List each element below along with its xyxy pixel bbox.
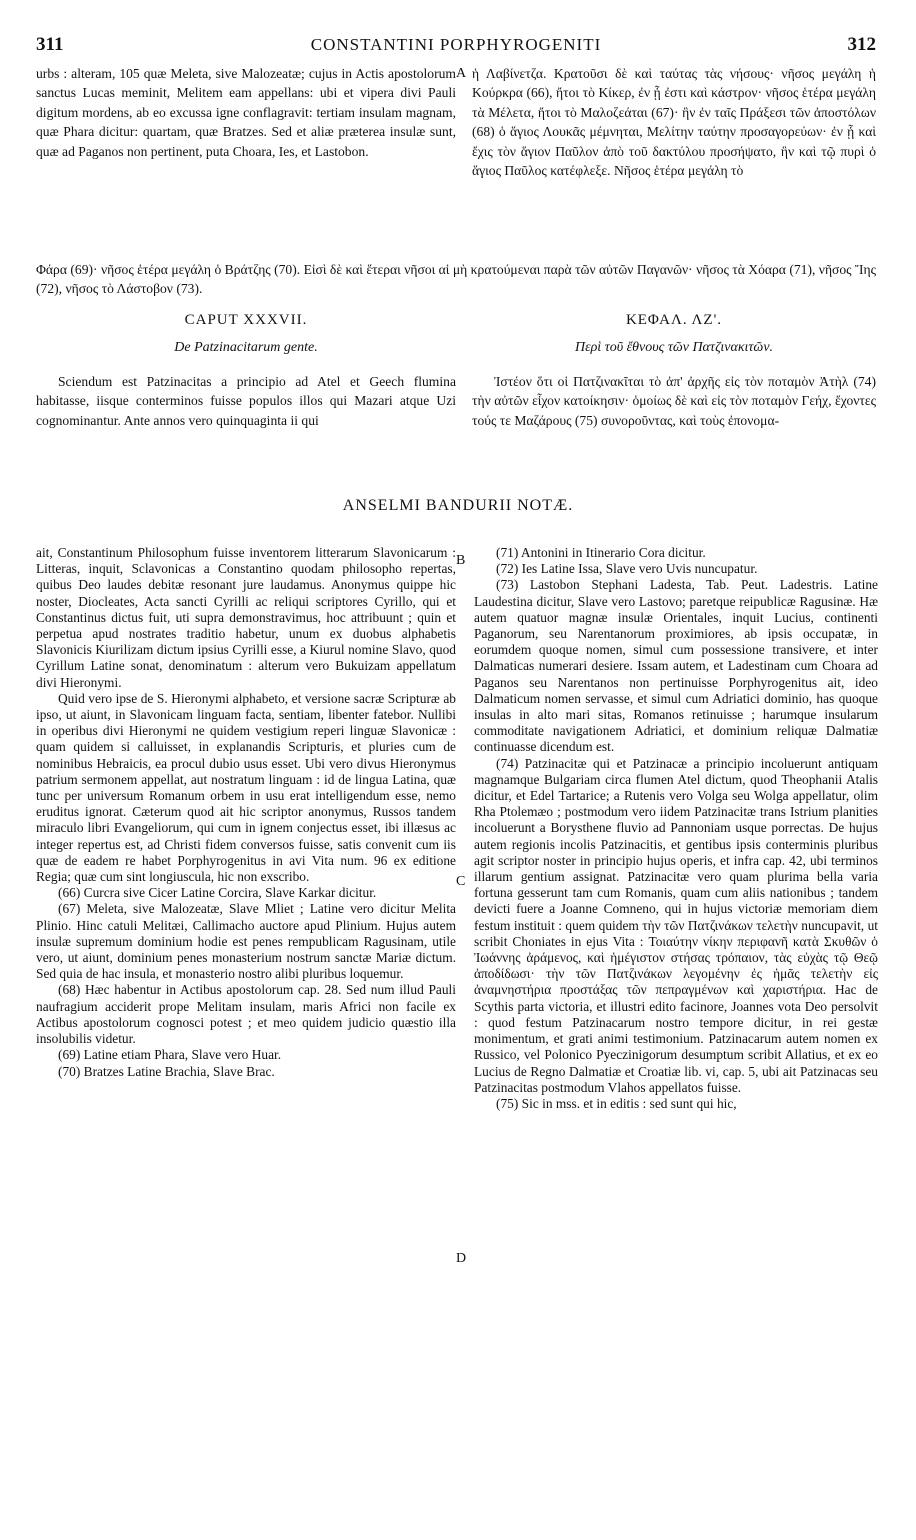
greek-chapter-text bbox=[472, 372, 876, 430]
page-number-right: 312 bbox=[847, 34, 876, 55]
page-number-left: 311 bbox=[36, 34, 64, 55]
section-marker-c: C bbox=[456, 874, 466, 889]
note-paragraph: Quid vero ipse de S. Hieronymi alphabeto, et versione sacræ Scripturæ ab ipso, ut aiunt, in Slavonicam linguam facta, sentiam, libenter fatebor. Nullibi in operibus divi Hieronymi ne quidem vestigium reperi linguæ Slavonicæ : quam quidem si calluisset, in explanandis Scripturis, et pluries cum de nominibus Hebraicis, ea procul dubio usus esset. Ubi vero divus Hieronymus patrium sermonem appellat, aut nostratum linguam : id de lingua Latina, quæ tunc per universum Romanum orbem in usu erat intelligendum esse, nemo eruditus ignorat. Cæterum quod ait hic scriptor anonymus, Russos tandem miraculo libri Evangeliorum, qui cum in ignem conjectus esset, ibi illæsus ac integer repertus est, ad Christi fidem conversos fuisse, satis convenit cum iis quæ de eadem re habet Porphyrogenitus in avi Vita num. 96 ex editione Regia; quæ cum sint longiuscula, hic non exscribo. bbox=[36, 690, 456, 885]
note-74: (74) Patzinacitæ qui et Patzinacæ a principio incoluerunt antiquam magnamque Bulgariam circa flumen Atel dictum, quod Theophanii Atalis dicitur, et Edel Tartarice; a Rutenis vero Volga seu Wolga appellatur, olim Rha Ptolemæo ; postmodum vero iidem Patzinacitæ trans Istrium planities incoluerunt a Borysthene fluvio ad Pannoniam usque porrectas. De hujus autem regionis incolis Patzinacitis, et gentibus ipsis conterminis pluribus agit scriptor noster in principio hujus operis, et infra cap. 42, ubi terminos illarum gentium assignat. Patzinacitæ vero quam plurima bella varia fortuna gesserunt tam cum Romanis, quam cum aliis nationibus ; tandem devicti fuere a Joanne Comneno, qui in hujus victoriæ memoriam diem festum instituit : quem quidem τὴν τῶν Πατζινάκων τελετὴν nuncupavit, ut scribit Choniates in ejus Vita : Τοιαύτην νίκην περιφανῆ κατὰ Σκυθῶν ὁ Ἰωάννης ἀράμενος, καὶ ἡμέγιστον στήσας τρόπαιον, τὰς εὐχὰς τῷ Θεῷ ἀποδίδωσι· τὴν τῶν Πατζινάκων λεγομένην ἐς ἡμᾶς τελετὴν εἰς ἀναμνηστήρια προστάξας τῶν πεπραγμένων καὶ χαριστήρια. Hac de Scythis parta victoria, et illustri edito facinore, Joannes vota Deo persolvit : quod festum Patzinacarum nostro tempore dicitur, in rei gestæ monimentum, et grati animi testimonium. Patzinacarum autem nomen ex Russico, vel Polonico Pyeczinigorum desumptum scribit Allatius, et ex eo Lucius de Regno Dalmatiæ et Croatiæ lib. vi, cap. 5, ubi ait Patzinacas seu Patzinacitas postmodum Vlahos appellatos fuisse. bbox=[474, 755, 878, 1095]
latin-paragraph: urbs : alteram, 105 quæ Meleta, sive Malozeatæ; cujus in Actis apostolorum sanctus Lucas meminit, Melitem eam appellans: ubi et vipera divi Pauli digitum mordens, ab eo excussa igne conflagravit: tertiam insulam magnam, quæ Phara dicitur: quartam, quæ Bratzes. Sed et aliæ præterea insulæ sunt, quæ ad Paganos non pertinent, puta Choara, Ies, et Lastobon. bbox=[36, 66, 456, 159]
notes-title: ANSELMI BANDURII NOTÆ. bbox=[342, 497, 574, 514]
note-70: (70) Bratzes Latine Brachia, Slave Brac. bbox=[58, 1063, 275, 1079]
section-marker-b: B bbox=[456, 553, 466, 568]
note-68: (68) Hæc habentur in Actibus apostolorum cap. 28. Sed num illud Pauli naufragium acciderit prope Melitam insulam, maris Africi non facile ex Actibus apostolorum cognosci potest ; et meo quidem judicio quæstio illa insolubilis videtur. bbox=[36, 982, 456, 1047]
running-title: CONSTANTINI PORPHYROGENITI bbox=[310, 35, 602, 54]
greek-paragraph: ἡ Λαβίνετζα. Κρατοῦσι δὲ καὶ ταύτας τὰς νήσους· νῆσος μεγάλη ἡ Κούρκρα (66), ἤτοι τὸ Κίκερ, ἐν ᾗ ἐστι καὶ κάστρον· νῆσος ἑτέρα μεγάλη τὰ Μέλετα, ἤτοι τὸ Μαλοζεάται (67)· ἣν ἐν ταῖς Πράξεσι τῶν ἀποστόλων (68) ὁ ἅγιος Λουκᾶς μέμνηται, Μελίτην ταύτην προσαγορεύων· ἐν ᾗ καὶ ἔχις τὸν ἅγιον Παῦλον ἀπὸ τοῦ δακτύλου προσήψατο, ἣν καὶ τῷ πυρὶ ὁ ἅγιος Παῦλος κατέφλεξε. Νῆσος ἑτέρα μεγάλη τὸ bbox=[472, 66, 876, 179]
section-marker-d: D bbox=[456, 1251, 467, 1266]
latin-chapter-paragraph: Sciendum est Patzinacitas a principio ad Atel et Geech flumina habitasse, iisque conterminos fuisse populos illos qui Mazari atque Uzi cognominantur. Ante annos vero quinquaginta ii qui bbox=[36, 374, 456, 428]
latin-text-top bbox=[36, 64, 456, 161]
note-71: (71) Antonini in Itinerario Cora dicitur. bbox=[496, 545, 706, 560]
note-73: (73) Lastobon Stephani Ladesta, Tab. Peut. Ladestris. Latine Laudestina dicitur, Slave vero Lastovo; paretque reipublicæ Ragusinæ. Hæ autem quatuor magnæ insulæ Orientales, inquit Lucius, continenti Paganorum, seu Narentanorum proximiores, ab ipsis occupatæ, in eorumdem quoque nomen, simul cum possessione transivere, et inter Dalmaticas numerari desiere. Issam autem, et Ladestinam cum Choara ad Paganos seu Narentanos non pertinuisse Porphyrogenitus ait, ideo Dalmaticum nomen servasse, et simul cum Adriatici dominio, has quoque insulas in alto mari sitas, Romanos retinuisse ; harumque insularum commoditate navigationem Adriatici, et dominium reliquæ Dalmatiæ continuasse dicendum est. bbox=[474, 577, 878, 755]
latin-chapter-text bbox=[36, 372, 456, 430]
section-marker-a: A bbox=[456, 66, 467, 81]
page-header bbox=[36, 34, 876, 56]
greek-chapter-heading: ΚΕΦΑΛ. ΛΖ'. bbox=[625, 312, 723, 328]
greek-chapter-paragraph: Ἰστέον ὅτι οἱ Πατζινακῖται τὸ ἀπ' ἀρχῆς εἰς τὸν ποταμὸν Ἀτὴλ (74) τὴν αὐτῶν εἶχον κατοίκησιν· ὁμοίως δὲ καὶ εἰς τὸν ποταμὸν Γεήχ, ἔχοντες τούς τε Μαζάρους (75) συνοροῦντας, καὶ τοὺς ἐπονομα- bbox=[472, 374, 876, 428]
notes-right-column bbox=[474, 545, 878, 1112]
note-66: (66) Curcra sive Cicer Latine Corcira, Slave Karkar dicitur. bbox=[58, 885, 377, 901]
note-67: (67) Meleta, sive Malozeatæ, Slave Mliet ; Latine vero dicitur Melita Plinio. Hinc catuli Melitæi, Callimacho auctore apud Plinium. Hujus autem insulæ supremum dominium hodie est penes rempublicam Ragusinam, utile vero, ut aiunt, dominium penes monasterium nostrum sanctæ Mariæ dictum. Sed quia de hac insula, et monasterio nostro alibi pluribus loquemur. bbox=[36, 901, 456, 982]
latin-chapter-title: De Patzinacitarum gente. bbox=[174, 340, 318, 355]
greek-fullwidth-line: Φάρα (69)· νῆσος ἑτέρα μεγάλη ὁ Βράτζης (70). Εἰσὶ δὲ καὶ ἕτεραι νῆσοι αἱ μὴ κρατούμεναι παρὰ τῶν αὐτῶν Παγανῶν· νῆσος τὰ Χόαρα (71), νῆσος Ἴης (72), νῆσος τὸ Λάστοβον (73). bbox=[36, 262, 876, 297]
notes-left-column bbox=[36, 545, 456, 1080]
note-69: (69) Latine etiam Phara, Slave vero Huar. bbox=[58, 1047, 282, 1063]
greek-text-top bbox=[472, 64, 876, 180]
latin-chapter-heading: CAPUT XXXVII. bbox=[184, 312, 308, 328]
greek-chapter-title: Περὶ τοῦ ἔθνους τῶν Πατζινακιτῶν. bbox=[574, 340, 774, 355]
note-paragraph: ait, Constantinum Philosophum fuisse inventorem litterarum Slavonicarum : Litteras, inquit, Sclavonicas a Constantino quodam philosopho repertas, quibus Deo laudes debitæ resonant jure laudamus. Anonymus quippe hic noster, Diocleates, Acta sancti Cyrilli ac reliqui scriptores Cyrillo, qui et Constantinus dictus fuit, uti supra demonstravimus, hoc attribuunt ; quin et perpetua apud nostrates traditio habetur, unum ex duobus alphabetis Slavonicis Kiurilizam dictum ipsius Cyrilli esse, a Kiurul nomine Slavo, quod Cyrillum Latine sonat, denominatum : alterum vero Bukuizam appellatum divi Hieronymi. bbox=[36, 545, 456, 690]
note-75: (75) Sic in mss. et in editis : sed sunt qui hic, bbox=[496, 1095, 737, 1111]
note-72: (72) Ies Latine Issa, Slave vero Uvis nuncupatur. bbox=[496, 561, 758, 577]
